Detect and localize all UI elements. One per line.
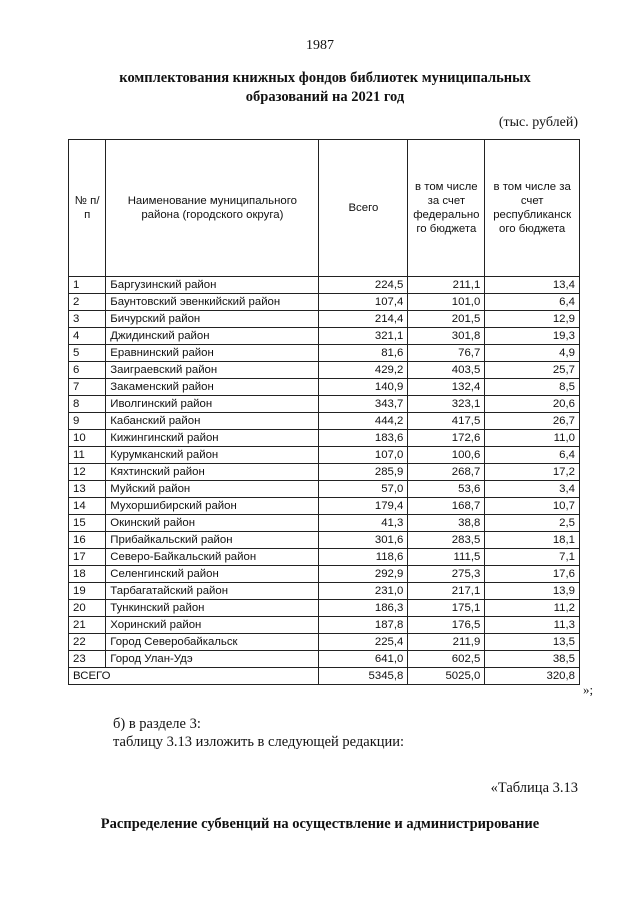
total-label: ВСЕГО <box>69 668 319 685</box>
row-federal: 602,5 <box>408 651 485 668</box>
row-number: 3 <box>69 311 106 328</box>
row-republic: 12,9 <box>485 311 580 328</box>
row-federal: 301,8 <box>408 328 485 345</box>
paragraph-instruction: таблицу 3.13 изложить в следующей редакции: <box>113 734 405 750</box>
table-row <box>69 634 580 651</box>
row-district-name: Селенгинский район <box>106 566 319 583</box>
row-district-name: Северо-Байкальский район <box>106 549 319 566</box>
header-republic: в том числе за счет республиканск ого бюджета <box>485 140 580 277</box>
total-row <box>69 668 580 685</box>
row-federal: 111,5 <box>408 549 485 566</box>
row-republic: 11,2 <box>485 600 580 617</box>
table-row <box>69 328 580 345</box>
units-label: (тыс. рублей) <box>498 115 578 130</box>
row-district-name: Город Улан-Удэ <box>106 651 319 668</box>
row-republic: 6,4 <box>485 447 580 464</box>
row-total: 57,0 <box>319 481 408 498</box>
row-district-name: Кижингинский район <box>106 430 319 447</box>
row-federal: 403,5 <box>408 362 485 379</box>
row-federal: 283,5 <box>408 532 485 549</box>
table-row <box>69 498 580 515</box>
row-total: 292,9 <box>319 566 408 583</box>
row-number: 5 <box>69 345 106 362</box>
row-total: 231,0 <box>319 583 408 600</box>
row-federal: 323,1 <box>408 396 485 413</box>
row-republic: 19,3 <box>485 328 580 345</box>
row-district-name: Курумканский район <box>106 447 319 464</box>
table-row <box>69 277 580 294</box>
row-district-name: Заиграевский район <box>106 362 319 379</box>
row-total: 186,3 <box>319 600 408 617</box>
row-total: 214,4 <box>319 311 408 328</box>
row-federal: 211,9 <box>408 634 485 651</box>
row-federal: 275,3 <box>408 566 485 583</box>
row-total: 41,3 <box>319 515 408 532</box>
table-row <box>69 430 580 447</box>
row-federal: 201,5 <box>408 311 485 328</box>
row-district-name: Хоринский район <box>106 617 319 634</box>
row-republic: 7,1 <box>485 549 580 566</box>
row-district-name: Баргузинский район <box>106 277 319 294</box>
row-district-name: Еравнинский район <box>106 345 319 362</box>
row-number: 6 <box>69 362 106 379</box>
table-row <box>69 600 580 617</box>
total-federal: 5025,0 <box>408 668 485 685</box>
row-total: 225,4 <box>319 634 408 651</box>
row-number: 18 <box>69 566 106 583</box>
row-total: 444,2 <box>319 413 408 430</box>
row-total: 285,9 <box>319 464 408 481</box>
total-republic: 320,8 <box>485 668 580 685</box>
paragraph-section: б) в разделе 3: <box>113 716 201 732</box>
header-district-name: Наименование муниципального района (городского округа) <box>106 140 319 277</box>
row-republic: 13,9 <box>485 583 580 600</box>
row-district-name: Кяхтинский район <box>106 464 319 481</box>
next-table-label: «Таблица 3.13 <box>490 780 578 796</box>
table-row <box>69 583 580 600</box>
row-total: 641,0 <box>319 651 408 668</box>
row-federal: 38,8 <box>408 515 485 532</box>
row-district-name: Прибайкальский район <box>106 532 319 549</box>
row-republic: 17,2 <box>485 464 580 481</box>
row-number: 1 <box>69 277 106 294</box>
row-number: 7 <box>69 379 106 396</box>
row-district-name: Муйский район <box>106 481 319 498</box>
row-district-name: Мухоршибирский район <box>106 498 319 515</box>
row-republic: 17,6 <box>485 566 580 583</box>
row-total: 140,9 <box>319 379 408 396</box>
row-number: 15 <box>69 515 106 532</box>
row-district-name: Тункинский район <box>106 600 319 617</box>
row-number: 23 <box>69 651 106 668</box>
table-row <box>69 481 580 498</box>
row-republic: 8,5 <box>485 379 580 396</box>
table-body <box>69 277 580 668</box>
header-row <box>69 140 580 277</box>
table-closing-quote: »; <box>583 682 594 697</box>
row-total: 301,6 <box>319 532 408 549</box>
table-title <box>90 69 560 107</box>
row-total: 179,4 <box>319 498 408 515</box>
table-row <box>69 379 580 396</box>
table-row <box>69 549 580 566</box>
row-republic: 10,7 <box>485 498 580 515</box>
row-district-name: Бичурский район <box>106 311 319 328</box>
row-republic: 11,0 <box>485 430 580 447</box>
row-number: 4 <box>69 328 106 345</box>
row-total: 321,1 <box>319 328 408 345</box>
row-total: 183,6 <box>319 430 408 447</box>
row-federal: 217,1 <box>408 583 485 600</box>
table-title-line-1: комплектования книжных фондов библиотек муниципальных <box>119 70 531 86</box>
next-table-title: Распределение субвенций на осуществление и администрирование <box>100 816 540 832</box>
row-federal: 53,6 <box>408 481 485 498</box>
row-number: 22 <box>69 634 106 651</box>
row-republic: 2,5 <box>485 515 580 532</box>
row-federal: 76,7 <box>408 345 485 362</box>
row-number: 11 <box>69 447 106 464</box>
row-republic: 25,7 <box>485 362 580 379</box>
table-row <box>69 396 580 413</box>
header-federal: в том числе за счет федерально го бюджета <box>408 140 485 277</box>
row-total: 187,8 <box>319 617 408 634</box>
row-number: 8 <box>69 396 106 413</box>
row-total: 429,2 <box>319 362 408 379</box>
row-number: 20 <box>69 600 106 617</box>
row-number: 14 <box>69 498 106 515</box>
row-federal: 268,7 <box>408 464 485 481</box>
total-sum: 5345,8 <box>319 668 408 685</box>
row-district-name: Окинский район <box>106 515 319 532</box>
row-number: 19 <box>69 583 106 600</box>
row-federal: 176,5 <box>408 617 485 634</box>
table-row <box>69 447 580 464</box>
header-number: № п/п <box>69 140 106 277</box>
row-district-name: Кабанский район <box>106 413 319 430</box>
row-number: 12 <box>69 464 106 481</box>
row-district-name: Иволгинский район <box>106 396 319 413</box>
row-federal: 101,0 <box>408 294 485 311</box>
row-number: 9 <box>69 413 106 430</box>
row-federal: 100,6 <box>408 447 485 464</box>
row-number: 2 <box>69 294 106 311</box>
row-republic: 20,6 <box>485 396 580 413</box>
row-federal: 168,7 <box>408 498 485 515</box>
row-number: 21 <box>69 617 106 634</box>
row-district-name: Баунтовский эвенкийский район <box>106 294 319 311</box>
row-district-name: Джидинский район <box>106 328 319 345</box>
row-republic: 13,4 <box>485 277 580 294</box>
row-total: 118,6 <box>319 549 408 566</box>
row-republic: 13,5 <box>485 634 580 651</box>
table-row <box>69 651 580 668</box>
row-federal: 172,6 <box>408 430 485 447</box>
row-republic: 11,3 <box>485 617 580 634</box>
row-total: 224,5 <box>319 277 408 294</box>
row-republic: 6,4 <box>485 294 580 311</box>
row-number: 17 <box>69 549 106 566</box>
allocation-table <box>68 139 580 685</box>
row-total: 343,7 <box>319 396 408 413</box>
row-total: 107,0 <box>319 447 408 464</box>
row-republic: 26,7 <box>485 413 580 430</box>
header-total: Всего <box>319 140 408 277</box>
row-total: 81,6 <box>319 345 408 362</box>
table-row <box>69 362 580 379</box>
row-republic: 38,5 <box>485 651 580 668</box>
row-republic: 3,4 <box>485 481 580 498</box>
row-district-name: Тарбагатайский район <box>106 583 319 600</box>
row-republic: 18,1 <box>485 532 580 549</box>
row-federal: 211,1 <box>408 277 485 294</box>
table-row <box>69 294 580 311</box>
row-number: 10 <box>69 430 106 447</box>
table-row <box>69 413 580 430</box>
table-row <box>69 617 580 634</box>
row-total: 107,4 <box>319 294 408 311</box>
table-title-line-2: образований на 2021 год <box>245 89 405 105</box>
table-row <box>69 311 580 328</box>
row-federal: 132,4 <box>408 379 485 396</box>
row-federal: 417,5 <box>408 413 485 430</box>
page-number: 1987 <box>306 38 334 53</box>
row-district-name: Город Северобайкальск <box>106 634 319 651</box>
row-number: 16 <box>69 532 106 549</box>
row-district-name: Закаменский район <box>106 379 319 396</box>
table-row <box>69 532 580 549</box>
table-row <box>69 566 580 583</box>
row-republic: 4,9 <box>485 345 580 362</box>
table-row <box>69 515 580 532</box>
table-row <box>69 464 580 481</box>
row-federal: 175,1 <box>408 600 485 617</box>
row-number: 13 <box>69 481 106 498</box>
table-row <box>69 345 580 362</box>
